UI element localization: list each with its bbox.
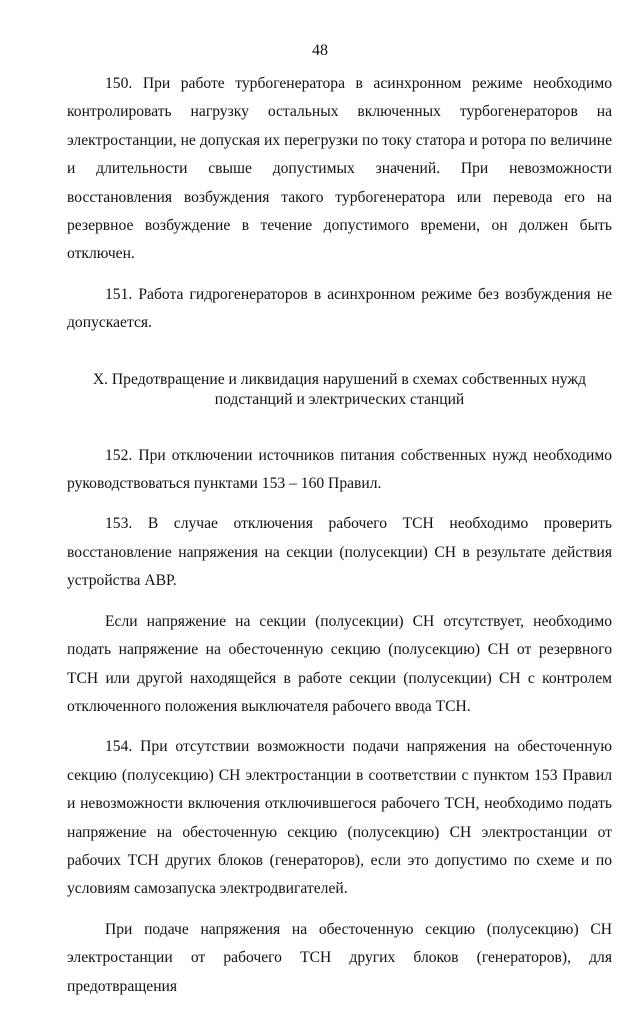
page-number: 48 bbox=[312, 42, 328, 59]
document-body bbox=[67, 70, 612, 1013]
paragraph-152: 152. При отключении источников питания собственных нужд необходимо руководствоваться пунктами 153 – 160 Правил. bbox=[67, 446, 612, 493]
paragraph-150: 150. При работе турбогенератора в асинхронном режиме необходимо контролировать нагрузку остальных включенных турбогенераторов на электростанции, не допуская их перегрузки по току статора и ротора по величине и длительности свыше допустимых значений. При невозможности восстановления возбуждения такого турбогенератора или перевода его на резервное возбуждение в течение допустимого времени, он должен быть отключен. bbox=[67, 75, 612, 263]
section-heading-line-2: подстанций и электрических станций bbox=[214, 390, 465, 408]
paragraph-153: 153. В случае отключения рабочего ТСН необходимо проверить восстановление напряжения на секции (полусекции) СН в результате действия устройства АВР. bbox=[67, 515, 612, 590]
paragraph-154: 154. При отсутствии возможности подачи напряжения на обесточенную секцию (полусекцию) СН электростанции в соответствии с пунктом 153 Правил и невозможности включения отключившегося рабочего ТСН, необходимо подать напряжение на обесточенную секцию (полусекцию) СН электростанции от рабочих ТСН других блоков (генераторов), если это допустимо по схеме и по условиям самозапуска электродвигателей. bbox=[67, 738, 612, 898]
paragraph-154-continued: При подаче напряжения на обесточенную секцию (полусекцию) СН электростанции от рабочего ТСН других блоков (генераторов), для предотвращения bbox=[67, 920, 612, 995]
section-heading bbox=[67, 370, 612, 410]
paragraph-153-continued: Если напряжение на секции (полусекции) СН отсутствует, необходимо подать напряжение на обесточенную секцию (полусекцию) СН от резервного ТСН или другой находящейся в работе секции (полусекции) СН с контролем отключенного положения выключателя рабочего ввода ТСН. bbox=[67, 612, 612, 715]
section-heading-line-1: X. Предотвращение и ликвидация нарушений в схемах собственных нужд bbox=[92, 370, 587, 388]
paragraph-151: 151. Работа гидрогенераторов в асинхронном режиме без возбуждения не допускается. bbox=[67, 285, 612, 332]
